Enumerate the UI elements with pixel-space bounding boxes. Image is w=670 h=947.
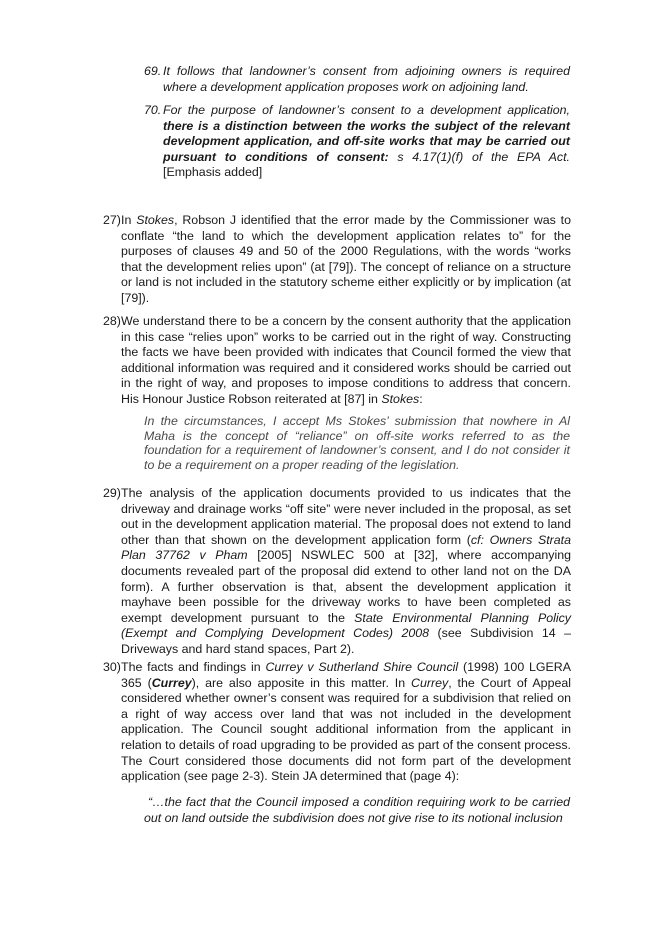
paragraph-text xyxy=(121,213,571,307)
quote-paragraph-69 xyxy=(144,64,570,95)
case-name: Stokes xyxy=(381,391,420,406)
text-run: (see Subdivision 14 – Driveways and hard stand spaces, Part 2). xyxy=(121,626,571,656)
paragraph-28 xyxy=(103,314,571,408)
text-run: , the Court of Appeal considered whether owner’s consent was required for a subdivision that relied on a right of way access over land that was not included in the development application. The Council sought additional information from the applicant in relation to details of road upgrading to be provided as part of the consent process. The Court considered those documents did not form part of the development application (see page 2-3). Stein JA determined that (page 4): xyxy=(121,675,572,784)
quote-text: It follows that landowner’s consent from adjoining owners is required where a development application proposes work on adjoining land. xyxy=(163,64,570,94)
quote-text xyxy=(163,103,570,181)
paragraph-number: 28) xyxy=(103,314,121,328)
quote-number: 70. xyxy=(144,103,162,117)
text-run: We understand there to be a concern by the consent authority that the application in this case “relies upon” works to be carried out in the right of way. Constructing the facts we have been provided with indicates that Council formed the view that additional information was required and it considered works should be carried out in the right of way, and proposes to impose conditions to address that concern. His Honour Justice Robson reiterated at [87] in xyxy=(121,314,571,406)
emphasis-note: [Emphasis added] xyxy=(163,165,263,180)
paragraph-number: 27) xyxy=(103,213,121,227)
paragraph-number: 30) xyxy=(103,660,121,674)
quote-tail: s 4.17(1)(f) of the EPA Act. xyxy=(388,149,570,164)
paragraph-27 xyxy=(103,213,571,307)
case-short-name: Currey xyxy=(151,675,192,690)
block-quote-stein xyxy=(144,795,570,826)
case-short-name: Currey xyxy=(411,675,449,690)
block-quote-text: “…the fact that the Council imposed a condition requiring work to be carried out on land outside the subdivision does not give rise to its notional inclusion xyxy=(144,795,570,825)
paragraph-number: 29) xyxy=(103,486,121,500)
paragraph-30 xyxy=(103,660,571,785)
paragraph-text xyxy=(121,314,571,408)
paragraph-29 xyxy=(103,486,571,658)
text-run: The analysis of the application documents provided to us indicates that the driveway and drainage works “off site” were never included in the proposal, as set out in the development application material. The proposal does not extend to land other than that shown on the development application form ( xyxy=(121,486,571,547)
paragraph-text xyxy=(121,660,571,785)
text-run: : xyxy=(419,391,423,406)
block-quote-87 xyxy=(144,414,570,472)
text-run: In xyxy=(121,213,137,227)
quote-bold-emphasis: there is a distinction between the works the subject of the relevant development application, and off-site works that may be carried out pursuant to conditions of consent: xyxy=(163,118,570,164)
block-quote-text: In the circumstances, I accept Ms Stokes’ submission that nowhere in Al Maha is the concept of “reliance” on off-site works referred to as the foundation for a requirement of landowner’s consent, and I do not consider it to be a requirement on a proper reading of the legislation. xyxy=(144,414,570,472)
text-run: (1998) 100 LGERA 365 ( xyxy=(121,660,571,690)
quote-paragraph-70 xyxy=(144,103,570,181)
text-run: ), are also apposite in this matter. In xyxy=(191,675,412,690)
case-citation: cf: Owners Strata Plan 37762 v Pham xyxy=(121,532,571,563)
quote-lead: For the purpose of landowner’s consent to a development application, xyxy=(163,103,570,117)
text-run: The facts and findings in xyxy=(121,660,266,674)
paragraph-text xyxy=(121,486,571,658)
quote-number: 69. xyxy=(144,64,162,78)
legislation-title: State Environmental Planning Policy (Exempt and Complying Development Codes) 2008 xyxy=(121,610,571,641)
text-run: [2005] NSWLEC 500 at [32], where accompanying documents revealed part of the proposal did extend to other land not on the DA form). A further observation is that, absent the development application it mayhave been possible for the driveway works to have been completed as exempt development pursuant to the xyxy=(121,548,571,625)
case-name: Currey v Sutherland Shire Council xyxy=(265,660,459,674)
case-name: Stokes xyxy=(136,213,175,227)
text-run: , Robson J identified that the error made by the Commissioner was to conflate “the land to which the development application relates to” for the purposes of clauses 49 and 50 of the 2000 Regulations, with the words “works that the development relies upon” (at [79]). The concept of reliance on a structure or land is not included in the statutory scheme either explicitly or by implication (at [79]). xyxy=(121,213,571,305)
